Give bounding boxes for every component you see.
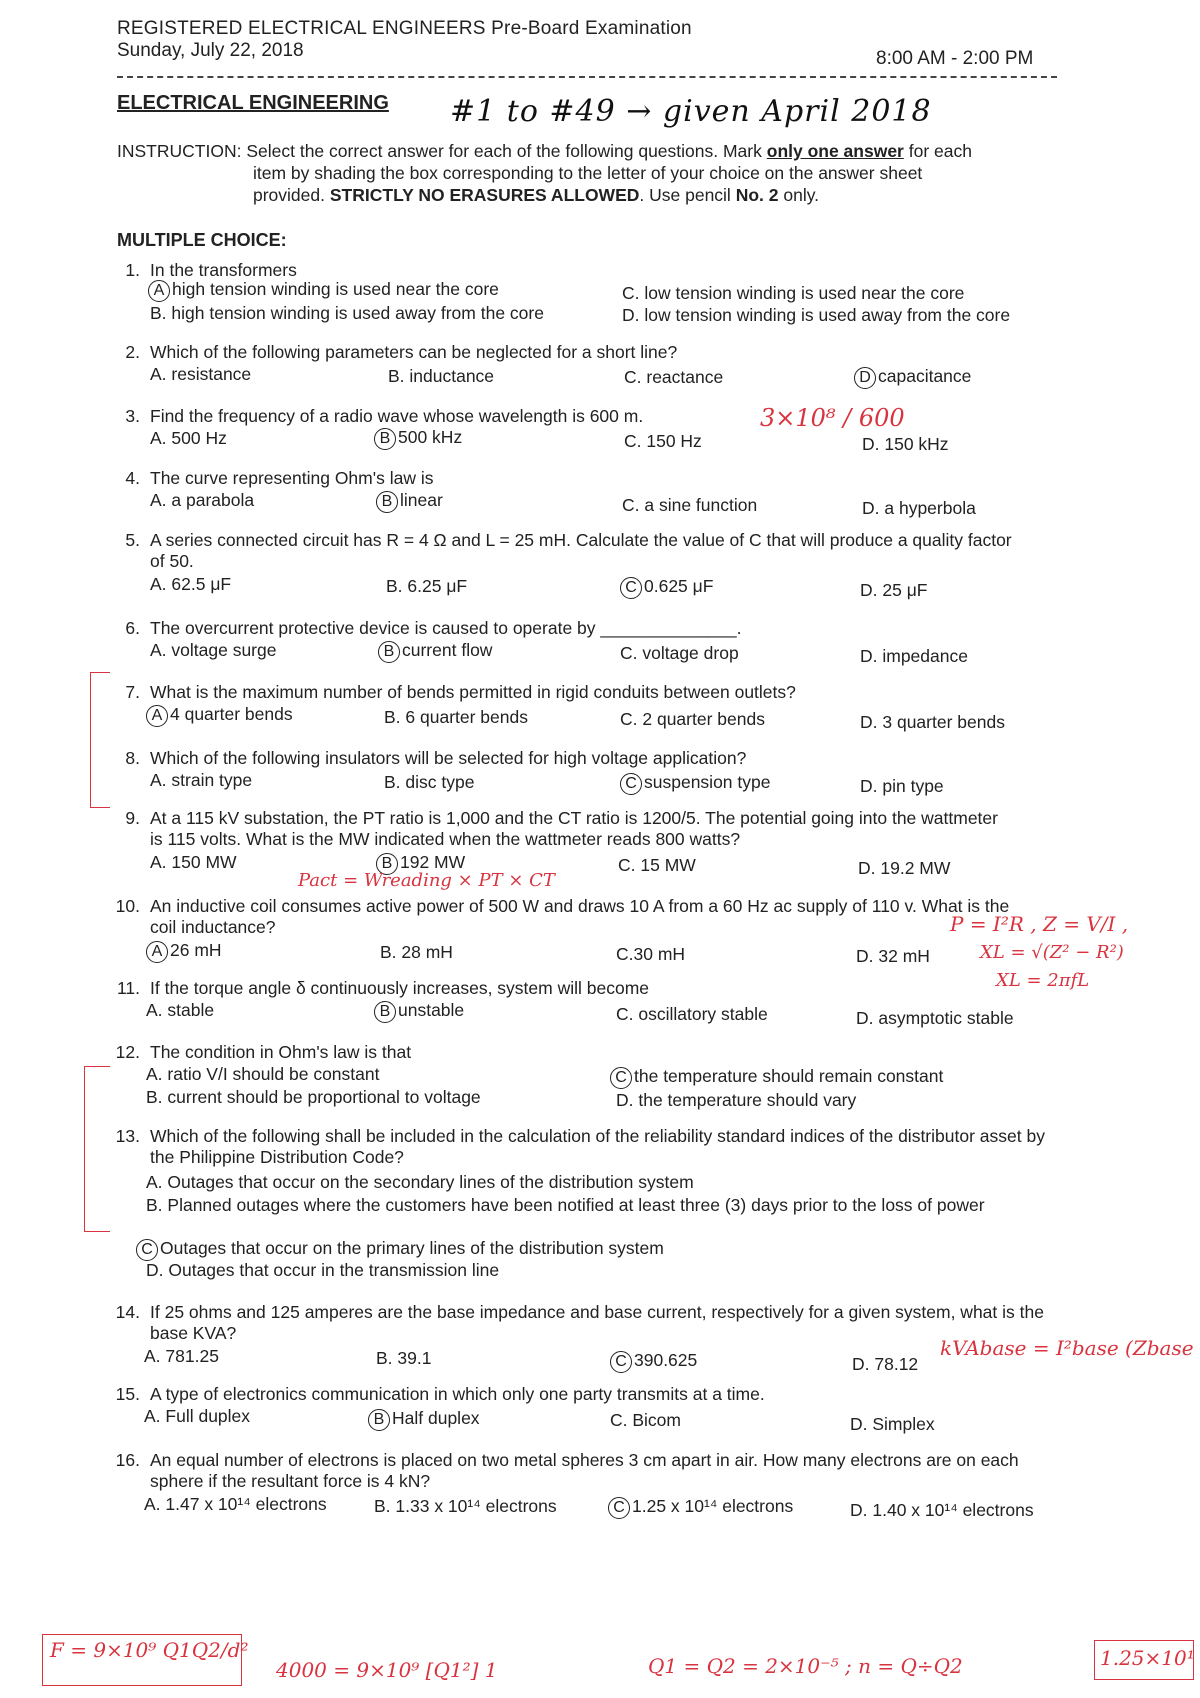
option-c[interactable]: C. Bicom xyxy=(610,1410,681,1430)
option-c[interactable]: C. 150 Hz xyxy=(624,431,702,451)
option-d-selected[interactable]: D capacitance xyxy=(852,366,981,389)
option-a-selected[interactable]: A 26 mH xyxy=(144,940,232,963)
option-b[interactable]: B. Planned outages where the customers have been notified at least three (3) days prior to the loss of power xyxy=(146,1195,985,1215)
option-d[interactable]: D. impedance xyxy=(860,646,968,666)
answer-circle-icon: B xyxy=(376,853,398,875)
option-d[interactable]: D. 150 kHz xyxy=(862,434,949,454)
option-d[interactable]: D. 19.2 MW xyxy=(858,858,951,878)
option-a[interactable]: A. 781.25 xyxy=(144,1346,219,1366)
option-a[interactable]: A. ratio V/I should be constant xyxy=(146,1064,380,1084)
annotation-q16-solution: Q1 = Q2 = 2×10⁻⁵ ; n = Q÷Q2 xyxy=(648,1654,963,1678)
option-a[interactable]: A. 150 MW xyxy=(150,852,237,872)
option-b-selected[interactable]: B Half duplex xyxy=(366,1408,490,1431)
option-d[interactable]: D. pin type xyxy=(860,776,944,796)
answer-circle-icon: D xyxy=(854,367,876,389)
option-b-selected[interactable]: B 192 MW xyxy=(374,852,475,875)
option-c[interactable]: C. low tension winding is used near the core xyxy=(622,283,965,303)
answer-circle-icon: B xyxy=(376,491,398,513)
question-stem: In the transformers xyxy=(150,260,297,280)
answer-circle-icon: C xyxy=(610,1351,632,1373)
option-b[interactable]: B. inductance xyxy=(388,366,495,386)
instruction-text-2: for each xyxy=(908,141,972,161)
option-b-selected[interactable]: B unstable xyxy=(372,1000,474,1023)
option-a[interactable]: A. Outages that occur on the secondary lines of the distribution system xyxy=(146,1172,694,1192)
option-d[interactable]: D. low tension winding is used away from the core xyxy=(622,305,1011,325)
answer-circle-icon: C xyxy=(610,1067,632,1089)
option-b-selected[interactable]: B linear xyxy=(374,490,453,513)
annotation-q16-formula: F = 9×10⁹ Q1Q2/d² xyxy=(50,1638,249,1662)
option-a[interactable]: A. 62.5 μF xyxy=(150,574,232,594)
section-heading: MULTIPLE CHOICE: xyxy=(117,230,287,250)
answer-circle-icon: B xyxy=(374,1001,396,1023)
exam-date: Sunday, July 22, 2018 xyxy=(117,40,304,61)
instruction-line-3: provided. STRICTLY NO ERASURES ALLOWED. Use pencil No. 2 only. xyxy=(253,185,820,205)
option-c-selected[interactable]: C 0.625 μF xyxy=(618,576,723,599)
option-b-selected[interactable]: B current flow xyxy=(376,640,502,663)
option-d[interactable]: D. asymptotic stable xyxy=(856,1008,1014,1028)
option-d[interactable]: D. the temperature should vary xyxy=(616,1090,857,1110)
instruction-line-2: item by shading the box corresponding to the letter of your choice on the answer sheet xyxy=(253,163,923,183)
option-c[interactable]: C. voltage drop xyxy=(620,643,739,663)
annotation-q14: kVAbase = I²base (Zbase xyxy=(940,1336,1194,1360)
option-d[interactable]: D. 25 μF xyxy=(860,580,928,600)
formula-box xyxy=(42,1634,242,1686)
option-d[interactable]: D. a hyperbola xyxy=(862,498,976,518)
annotation-bracket xyxy=(84,1066,110,1232)
option-c[interactable]: C. 2 quarter bends xyxy=(620,709,765,729)
instruction-block xyxy=(117,140,1107,206)
option-d[interactable]: D. 3 quarter bends xyxy=(860,712,1005,732)
answer-circle-icon: A xyxy=(146,941,168,963)
option-a[interactable]: A. resistance xyxy=(150,364,252,384)
option-a[interactable]: A. Full duplex xyxy=(144,1406,251,1426)
answer-circle-icon: B xyxy=(374,428,396,450)
option-c[interactable]: C. 15 MW xyxy=(618,855,696,875)
option-c[interactable]: C. a sine function xyxy=(622,495,758,515)
option-c-selected[interactable]: C Outages that occur on the primary lines of the distribution system xyxy=(134,1238,674,1261)
annotation-bracket xyxy=(90,672,110,808)
annotation-q16-result: 1.25×10¹ xyxy=(1100,1646,1195,1670)
option-d[interactable]: D. 32 mH xyxy=(856,946,930,966)
answer-circle-icon: A xyxy=(146,705,168,727)
annotation-q10-a: P = I²R , Z = V/I , xyxy=(950,912,1129,936)
option-d[interactable]: D. 1.40 x 10¹⁴ electrons xyxy=(850,1500,1034,1520)
instruction-label: INSTRUCTION: xyxy=(117,141,242,161)
annotation-q16-equation: 4000 = 9×10⁹ [Q1²] 1 xyxy=(276,1658,498,1682)
option-c[interactable]: C. reactance xyxy=(624,367,724,387)
option-c-selected[interactable]: C the temperature should remain constant xyxy=(608,1066,953,1089)
option-d[interactable]: D. 78.12 xyxy=(852,1354,919,1374)
answer-circle-icon: A xyxy=(148,280,170,302)
exam-page: REGISTERED ELECTRICAL ENGINEERS Pre-Board Examination Sunday, July 22, 2018 8:00 AM - 2:00 PM ELECTRICAL ENGINEERING #1 to #49 → given April 2018 INSTRUCTION: Select the correct answer for each of the following questions. Mark only one answer for each item by shading the box corresponding to the letter of your choice on the answer sheet provided. STRICTLY NO ERASURES ALLOWED. Use pencil No. 2 only. MULTIPLE CHOICE: 1. In the transformers A high tension winding is used near the core B. high tension winding is used away from the core C. low tension winding is used near the core D. low tension winding is used away from the core 2. Which of the following parameters can be neglected for a short line? A. resistance B. inductance C. reactance D capacitance 3. Find the frequency of a radio wave whose wavelength is 600 m. A. 500 Hz B 500 kHz C. 150 Hz D. 150 kHz 4. The curve representing Ohm's law is A. a parabola B linear C. a sine function D. a hyperbola 5. A series connected circuit has R = 4 Ω and L = 25 mH. Calculate the value of C that will produce a quality factor of 50. A. 62.5 μF B. 6.25 μF C 0.625 μF D. 25 μF 6. The overcurrent protective device is caused to operate by ______________. A. voltage surge B current flow C. voltage drop D. impedance 7. What is the maximum number of bends permitted in rigid conduits between outlets? A 4 quarter bends B. 6 quarter bends C. 2 quarter bends D. 3 quarter bends 8. Which of the following insulators will be selected for high voltage application? A. strain type B. disc type C suspension type D. pin type 9. At a 115 kV substation, the PT ratio is 1,000 and the CT ratio is 1200/5. The potential going into the wattmeter is 115 volts. What is the MW indicated when the wattmeter reads 800 watts? A. 150 MW B 192 MW C. 15 MW D. 19.2 MW 10. An inductive coil consumes active power of 500 W and draws 10 A from a 60 Hz ac supply of 110 v. What is the coil inductance? A 26 mH B. 28 mH C.30 mH D. 32 mH 11. If the torque angle δ continuously increases, system will become A. stable B unstable C. oscillatory stable D. asymptotic stable 12. The condition in Ohm's law is that A. ratio V/I should be constant B. current should be proportional to voltage C the temperature should remain constant D. the temperature should vary 13. Which of the following shall be included in the calculation of the reliability standard indices of the distributor asset by the Philippine Distribution Code? A. Outages that occur on the secondary lines of the distribution system B. Planned outages where the customers have been notified at least three (3) days prior to the loss of power C Outages that occur on the primary lines of the distribution system D. Outages that occur in the transmission line 14. If 25 ohms and 125 amperes are the base impedance and base current, respectively for a given system, what is the base KVA? A. 781.25 B. 39.1 C 390.625 D. 78.12 15. A type of electronics communication in which only one party transmits at a time. A. Full duplex B Half duplex C. Bicom D. Simplex 16. An equal number of electrons is placed on two metal spheres 3 cm apart in air. How many electrons are on each sphere if the resultant force is 4 kN? A. 1.47 x 10¹⁴ electrons B. 1.33 x 10¹⁴ electrons C 1.25 x 10¹⁴ electrons D. 1.40 x 10¹⁴ electrons 3×10⁸ / 600 Pact = Wreading × PT × CT P = I²R , Z = V/I , XL = √(Z² − R²) XL = 2πfL kVAbase = I²base (Zbase F = 9×10⁹ Q1Q2/d² 4000 = 9×10⁹ [Q1²] 1 Q1 = Q2 = 2×10⁻⁵ ; n = Q÷Q2 1.25×10¹ xyxy=(0,0,1200,1698)
annotation-q3: 3×10⁸ / 600 xyxy=(760,404,905,432)
option-a[interactable]: A. strain type xyxy=(150,770,253,790)
option-c[interactable]: C. oscillatory stable xyxy=(616,1004,768,1024)
option-b[interactable]: B. 39.1 xyxy=(376,1348,432,1368)
option-b[interactable]: B. high tension winding is used away from the core xyxy=(150,303,544,323)
option-b-selected[interactable]: B 500 kHz xyxy=(372,427,472,450)
option-c[interactable]: C.30 mH xyxy=(616,944,686,964)
answer-circle-icon: C xyxy=(620,773,642,795)
answer-circle-icon: B xyxy=(368,1409,390,1431)
option-a[interactable]: A. 1.47 x 10¹⁴ electrons xyxy=(144,1494,327,1514)
instruction-emphasis-1: only one answer xyxy=(766,141,904,161)
option-c-selected[interactable]: C suspension type xyxy=(618,772,780,795)
option-a[interactable]: A. stable xyxy=(146,1000,215,1020)
option-b[interactable]: B. 6.25 μF xyxy=(386,576,468,596)
exam-title: REGISTERED ELECTRICAL ENGINEERS Pre-Board Examination xyxy=(117,18,692,39)
option-d[interactable]: D. Outages that occur in the transmission line xyxy=(146,1260,500,1280)
option-a[interactable]: A. 500 Hz xyxy=(150,428,227,448)
annotation-q9: Pact = Wreading × PT × CT xyxy=(298,870,555,891)
handwritten-note: #1 to #49 → given April 2018 xyxy=(450,94,932,129)
option-c-selected[interactable]: C 390.625 xyxy=(608,1350,707,1373)
option-c-selected[interactable]: C 1.25 x 10¹⁴ electrons xyxy=(606,1496,803,1519)
header-divider xyxy=(117,76,1057,78)
answer-circle-icon: C xyxy=(608,1497,630,1519)
annotation-q10-c: XL = 2πfL xyxy=(996,970,1090,991)
subject-heading: ELECTRICAL ENGINEERING xyxy=(117,92,389,114)
option-b[interactable]: B. current should be proportional to voltage xyxy=(146,1087,481,1107)
option-a[interactable]: A. a parabola xyxy=(150,490,255,510)
instruction-text-1: Select the correct answer for each of the following questions. Mark xyxy=(246,141,762,161)
option-a-selected[interactable]: A 4 quarter bends xyxy=(144,704,303,727)
result-box xyxy=(1094,1640,1194,1680)
answer-circle-icon: B xyxy=(378,641,400,663)
question-number: 1. xyxy=(125,260,140,280)
option-b[interactable]: B. 1.33 x 10¹⁴ electrons xyxy=(374,1496,557,1516)
option-d[interactable]: D. Simplex xyxy=(850,1414,935,1434)
exam-time: 8:00 AM - 2:00 PM xyxy=(876,48,1034,69)
option-b[interactable]: B. 6 quarter bends xyxy=(384,707,528,727)
option-b[interactable]: B. disc type xyxy=(384,772,475,792)
answer-circle-icon: C xyxy=(620,577,642,599)
option-b[interactable]: B. 28 mH xyxy=(380,942,453,962)
answer-circle-icon: C xyxy=(136,1239,158,1261)
annotation-q10-b: XL = √(Z² − R²) xyxy=(980,942,1124,963)
option-a[interactable]: A. voltage surge xyxy=(150,640,277,660)
option-a-selected[interactable]: A high tension winding is used near the core xyxy=(146,279,509,302)
